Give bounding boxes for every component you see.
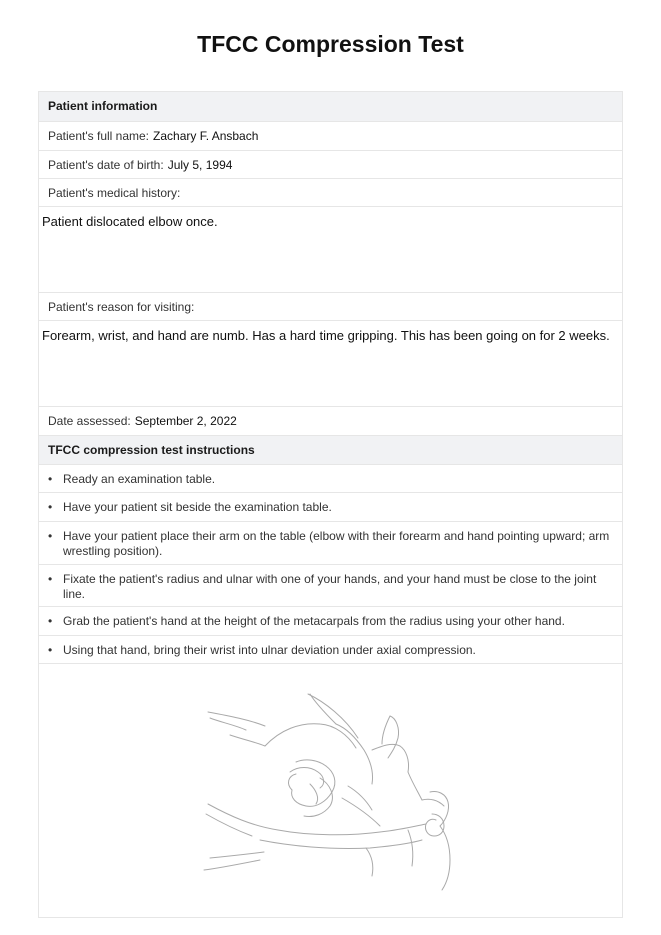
dob-label: Patient's date of birth: [48, 158, 164, 172]
instruction-item [39, 465, 622, 493]
full-name-value: Zachary F. Ansbach [153, 129, 259, 143]
bullet-icon: • [48, 643, 53, 657]
tfcc-test-illustration [160, 680, 480, 895]
dob-field[interactable] [39, 151, 622, 179]
dob-value: July 5, 1994 [167, 158, 233, 172]
date-assessed-value: September 2, 2022 [134, 414, 237, 428]
instruction-text: Ready an examination table. [63, 472, 216, 486]
reason-label-row [39, 293, 622, 321]
reason-textarea[interactable]: Forearm, wrist, and hand are numb. Has a hard time gripping. This has been going on for 2 weeks. [39, 321, 622, 407]
instruction-text: Using that hand, bring their wrist into ulnar deviation under axial compression. [63, 643, 476, 657]
instruction-item [39, 607, 622, 636]
instruction-text: Grab the patient's hand at the height of the metacarpals from the radius using your other hand. [63, 614, 565, 628]
bullet-icon: • [48, 472, 53, 486]
page-title: TFCC Compression Test [197, 31, 464, 57]
history-label: Patient's medical history: [48, 186, 181, 200]
instruction-item [39, 565, 622, 607]
history-label-row [39, 179, 622, 207]
bullet-icon: • [48, 529, 53, 543]
bullet-icon: • [48, 614, 53, 628]
instructions-header: TFCC compression test instructions [39, 436, 622, 465]
bullet-icon: • [48, 572, 53, 586]
bullet-icon: • [48, 500, 53, 514]
date-assessed-label: Date assessed: [48, 414, 131, 428]
date-assessed-field[interactable] [39, 407, 622, 436]
reason-label: Patient's reason for visiting: [48, 300, 195, 314]
instruction-item [39, 522, 622, 565]
instruction-text: Have your patient sit beside the examination table. [63, 500, 332, 514]
instruction-text: Fixate the patient's radius and ulnar with one of your hands, and your hand must be close to the joint line. [63, 572, 597, 601]
full-name-field[interactable] [39, 122, 622, 151]
instruction-text: Have your patient place their arm on the table (elbow with their forearm and hand pointing upward; arm wrestling position). [63, 529, 610, 558]
history-textarea[interactable]: Patient dislocated elbow once. [39, 207, 622, 293]
instruction-item [39, 493, 622, 522]
instruction-item [39, 636, 622, 664]
full-name-label: Patient's full name: [48, 129, 150, 143]
patient-info-header: Patient information [39, 92, 622, 122]
